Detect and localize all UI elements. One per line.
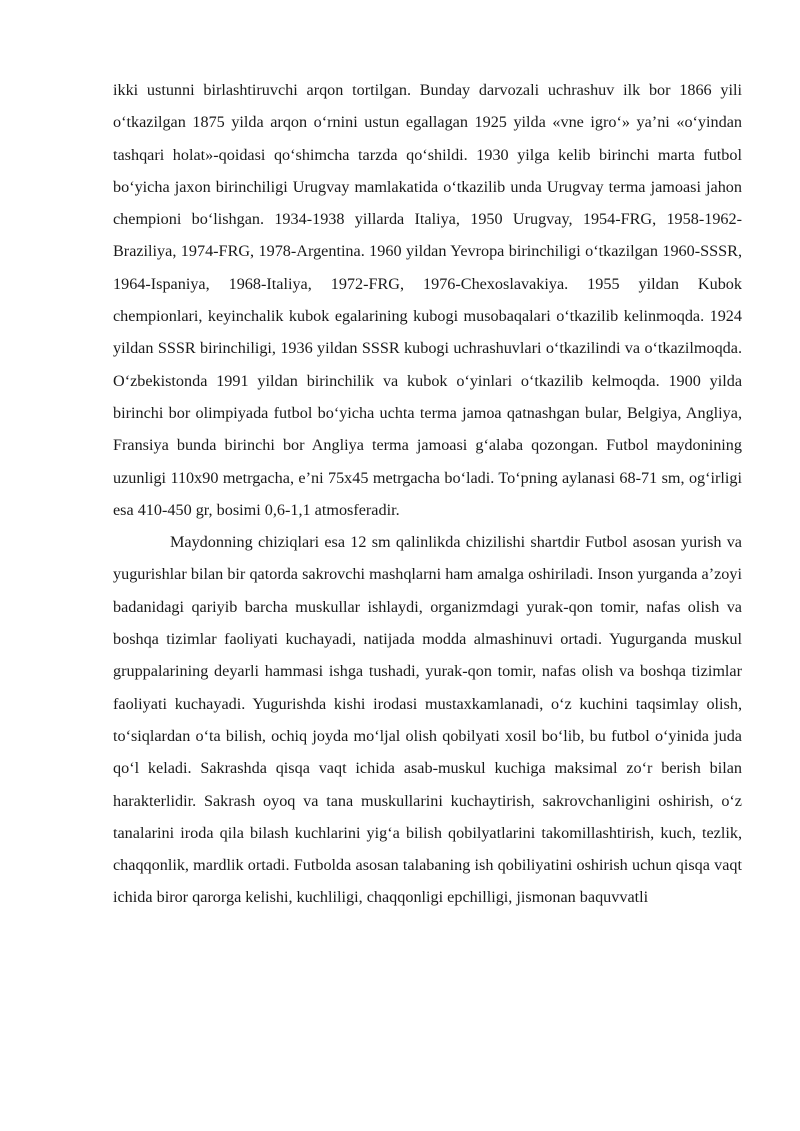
body-paragraph-2: Maydonning chiziqlari esa 12 sm qalinlikda chizilishi shartdir Futbol asosan yurish va yugurishlar bilan bir qatorda sakrovchi mashqlarni ham amalga oshiriladi. Inson yurganda a’zoyi badanidagi qariyib barcha muskullar ishlaydi, organizmdagi yurak-qon tomir, nafas olish va boshqa tizimlar faoliyati kuchayadi, natijada modda almashinuvi ortadi. Yugurganda muskul gruppalarining deyarli hammasi ishga tushadi, yurak-qon tomir, nafas olish va boshqa tizimlar faoliyati kuchayadi. Yugurishda kishi irodasi mustaxkamlanadi, o‘z kuchini taqsimlay olish, to‘siqlardan o‘ta bilish, ochiq joyda mo‘ljal olish qobilyati xosil bo‘lib, bu futbol o‘yinida juda qo‘l keladi. Sakrashda qisqa vaqt ichida asab-muskul kuchiga maksimal zo‘r berish bilan harakterlidir. Sakrash oyoq va tana muskullarini kuchaytirish, sakrovchanligini oshirish, o‘z tanalarini iroda qila bilash kuchlarini yig‘a bilish qobilyatlarini takomillashtirish, kuch, tezlik, chaqqonlik, mardlik ortadi. Futbolda asosan talabaning ish qobiliyatini oshirish uchun qisqa vaqt ichida biror qarorga kelishi, kuchliligi, chaqqonligi epchilligi, jismonan baquvvatli bbox=[113, 533, 742, 907]
body-paragraph-1: ikki ustunni birlashtiruvchi arqon tortilgan. Bunday darvozali uchrashuv ilk bor 1866 yili o‘tkazilgan 1875 yilda arqon o‘rnini ustun egallagan 1925 yilda «vne igro‘» ya’ni «o‘yindan tashqari holat»-qoidasi qo‘shimcha tarzda qo‘shildi. 1930 yilga kelib birinchi marta futbol bo‘yicha jaxon birinchiligi Urugvay mamlakatida o‘tkazilib unda Urugvay terma jamoasi jahon chempioni bo‘lishgan. 1934-1938 yillarda Italiya, 1950 Urugvay, 1954-FRG, 1958-1962-Braziliya, 1974-FRG, 1978-Argentina. 1960 yildan Yevropa birinchiligi o‘tkazilgan 1960-SSSR, 1964-Ispaniya, 1968-Italiya, 1972-FRG, 1976-Chexoslavakiya. 1955 yildan Kubok chempionlari, keyinchalik kubok egalarining kubogi musobaqalari o‘tkazilib kelinmoqda. 1924 yildan SSSR birinchiligi, 1936 yildan SSSR kubogi uchrashuvlari o‘tkazilindi va o‘tkazilmoqda. O‘zbekistonda 1991 yildan birinchilik va kubok o‘yinlari o‘tkazilib kelmoqda. 1900 yilda birinchi bor olimpiyada futbol bo‘yicha uchta terma jamoa qatnashgan bular, Belgiya, Angliya, Fransiya bunda birinchi bor Angliya terma jamoasi g‘alaba qozongan. Futbol maydonining uzunligi 110x90 metrgacha, e’ni 75x45 metrgacha bo‘ladi. To‘pning aylanasi 68-71 sm, og‘irligi esa 410-450 gr, bosimi 0,6-1,1 atmosferadir. bbox=[113, 81, 742, 519]
document-page bbox=[113, 74, 742, 914]
